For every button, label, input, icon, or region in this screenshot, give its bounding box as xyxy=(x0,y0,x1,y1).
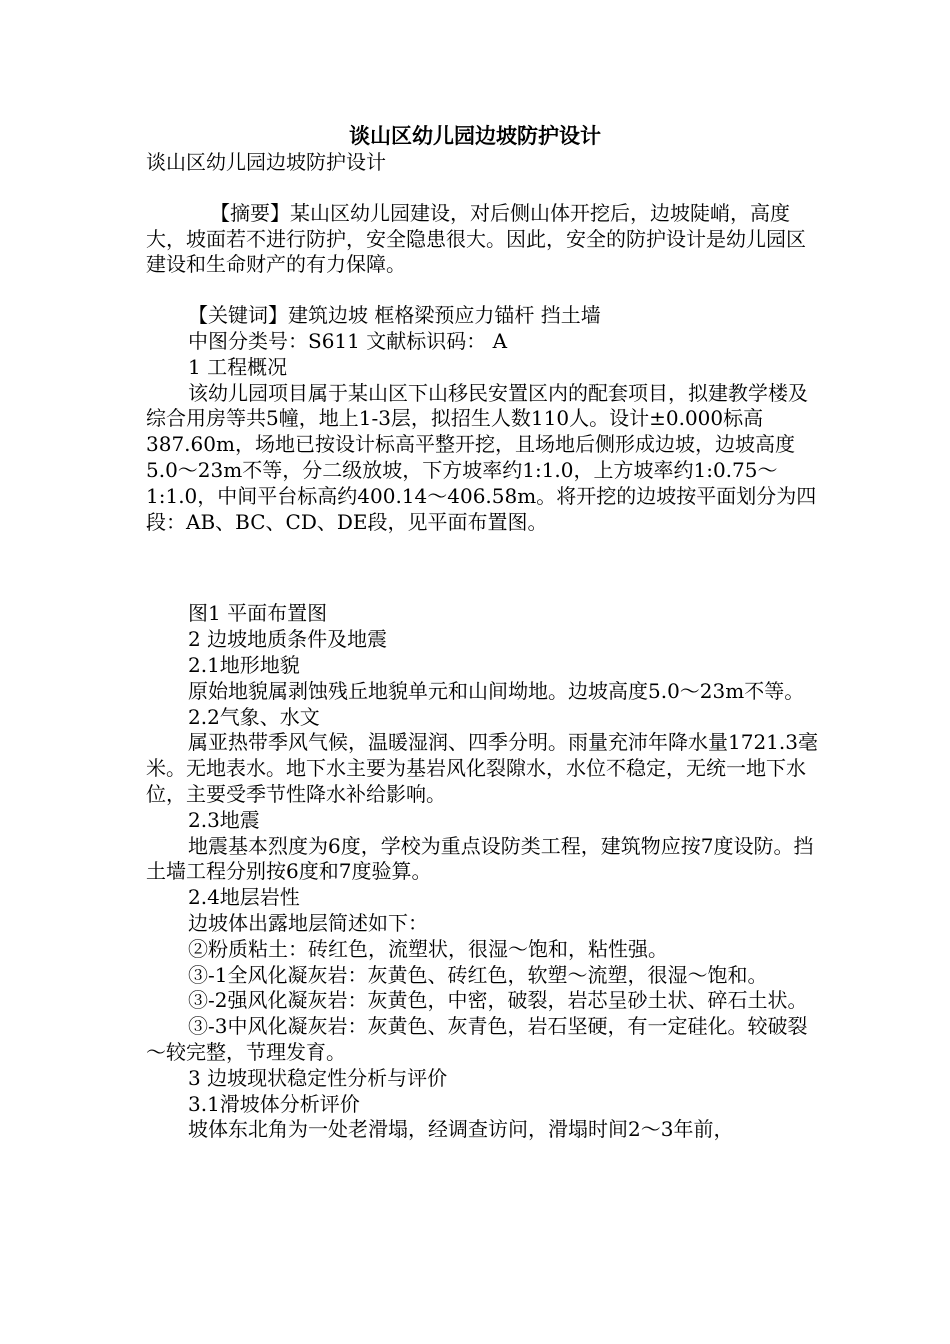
keywords-line: 【关键词】建筑边坡 框格梁预应力锚杆 挡土墙 xyxy=(188,303,601,328)
stratum-item: ②粉质粘土：砖红色，流塑状，很湿～饱和，粘性强。 xyxy=(188,936,668,961)
spacer xyxy=(146,176,818,201)
section-heading: 1 工程概况 xyxy=(188,354,288,379)
section-heading: 3 边坡现状稳定性分析与评价 xyxy=(188,1065,448,1090)
document-body xyxy=(146,150,818,1143)
figure-caption: 图1 平面布置图 xyxy=(188,601,328,626)
subsection-heading: 2.1地形地貌 xyxy=(188,652,300,677)
body-paragraph: 边坡体出露地层简述如下： xyxy=(188,910,428,935)
abstract-paragraph: 【摘要】某山区幼儿园建设，对后侧山体开挖后，边坡陡峭，高度大，坡面若不进行防护，安全隐患很大。因此，安全的防护设计是幼儿园区建设和生命财产的有力保障。 xyxy=(146,200,806,277)
spacer xyxy=(146,278,818,303)
figure-placeholder xyxy=(146,535,818,601)
body-paragraph: 坡体东北角为一处老滑塌，经调查访问，滑塌时间2～3年前， xyxy=(188,1117,734,1142)
body-paragraph: 地震基本烈度为6度，学校为重点设防类工程，建筑物应按7度设防。挡土墙工程分别按6度和7度验算。 xyxy=(146,833,814,884)
document-title: 谈山区幼儿园边坡防护设计 xyxy=(349,123,601,148)
stratum-item: ③-2强风化凝灰岩：灰黄色，中密，破裂，岩芯呈砂土状、碎石土状。 xyxy=(188,988,808,1013)
stratum-item: ③-3中风化凝灰岩：灰黄色、灰青色，岩石坚硬，有一定硅化。较破裂～较完整，节理发育。 xyxy=(146,1014,808,1064)
subsection-heading: 2.2气象、水文 xyxy=(188,704,320,729)
document-subtitle: 谈山区幼儿园边坡防护设计 xyxy=(146,150,386,174)
subsection-heading: 2.4地层岩性 xyxy=(188,885,300,910)
classification-line: 中图分类号：S611 文献标识码： A xyxy=(188,328,508,353)
body-paragraph: 该幼儿园项目属于某山区下山移民安置区内的配套项目，拟建教学楼及综合用房等共5幢，地上1-3层，拟招生人数110人。设计±0.000标高387.60m，场地已按设计标高平整开挖，且场地后侧形成边坡，边坡高度5.0～23m不等，分二级放坡，下方坡率约1:1.0，上方坡率约1:0.75～1:1.0，中间平台标高约400.14～406.58m。将开挖的边坡按平面划分为四段：AB、BC、CD、DE段，见平面布置图。 xyxy=(146,380,817,534)
body-paragraph: 属亚热带季风气候，温暖湿润、四季分明。雨量充沛年降水量1721.3毫米。无地表水。地下水主要为基岩风化裂隙水，水位不稳定，无统一地下水位，主要受季节性降水补给影响。 xyxy=(146,730,818,806)
body-paragraph: 原始地貌属剥蚀残丘地貌单元和山间坳地。边坡高度5.0～23m不等。 xyxy=(188,678,805,703)
subsection-heading: 3.1滑坡体分析评价 xyxy=(188,1091,360,1116)
stratum-item: ③-1全风化凝灰岩：灰黄色、砖红色，软塑～流塑，很湿～饱和。 xyxy=(188,962,768,987)
section-heading: 2 边坡地质条件及地震 xyxy=(188,627,388,652)
subsection-heading: 2.3地震 xyxy=(188,807,260,832)
